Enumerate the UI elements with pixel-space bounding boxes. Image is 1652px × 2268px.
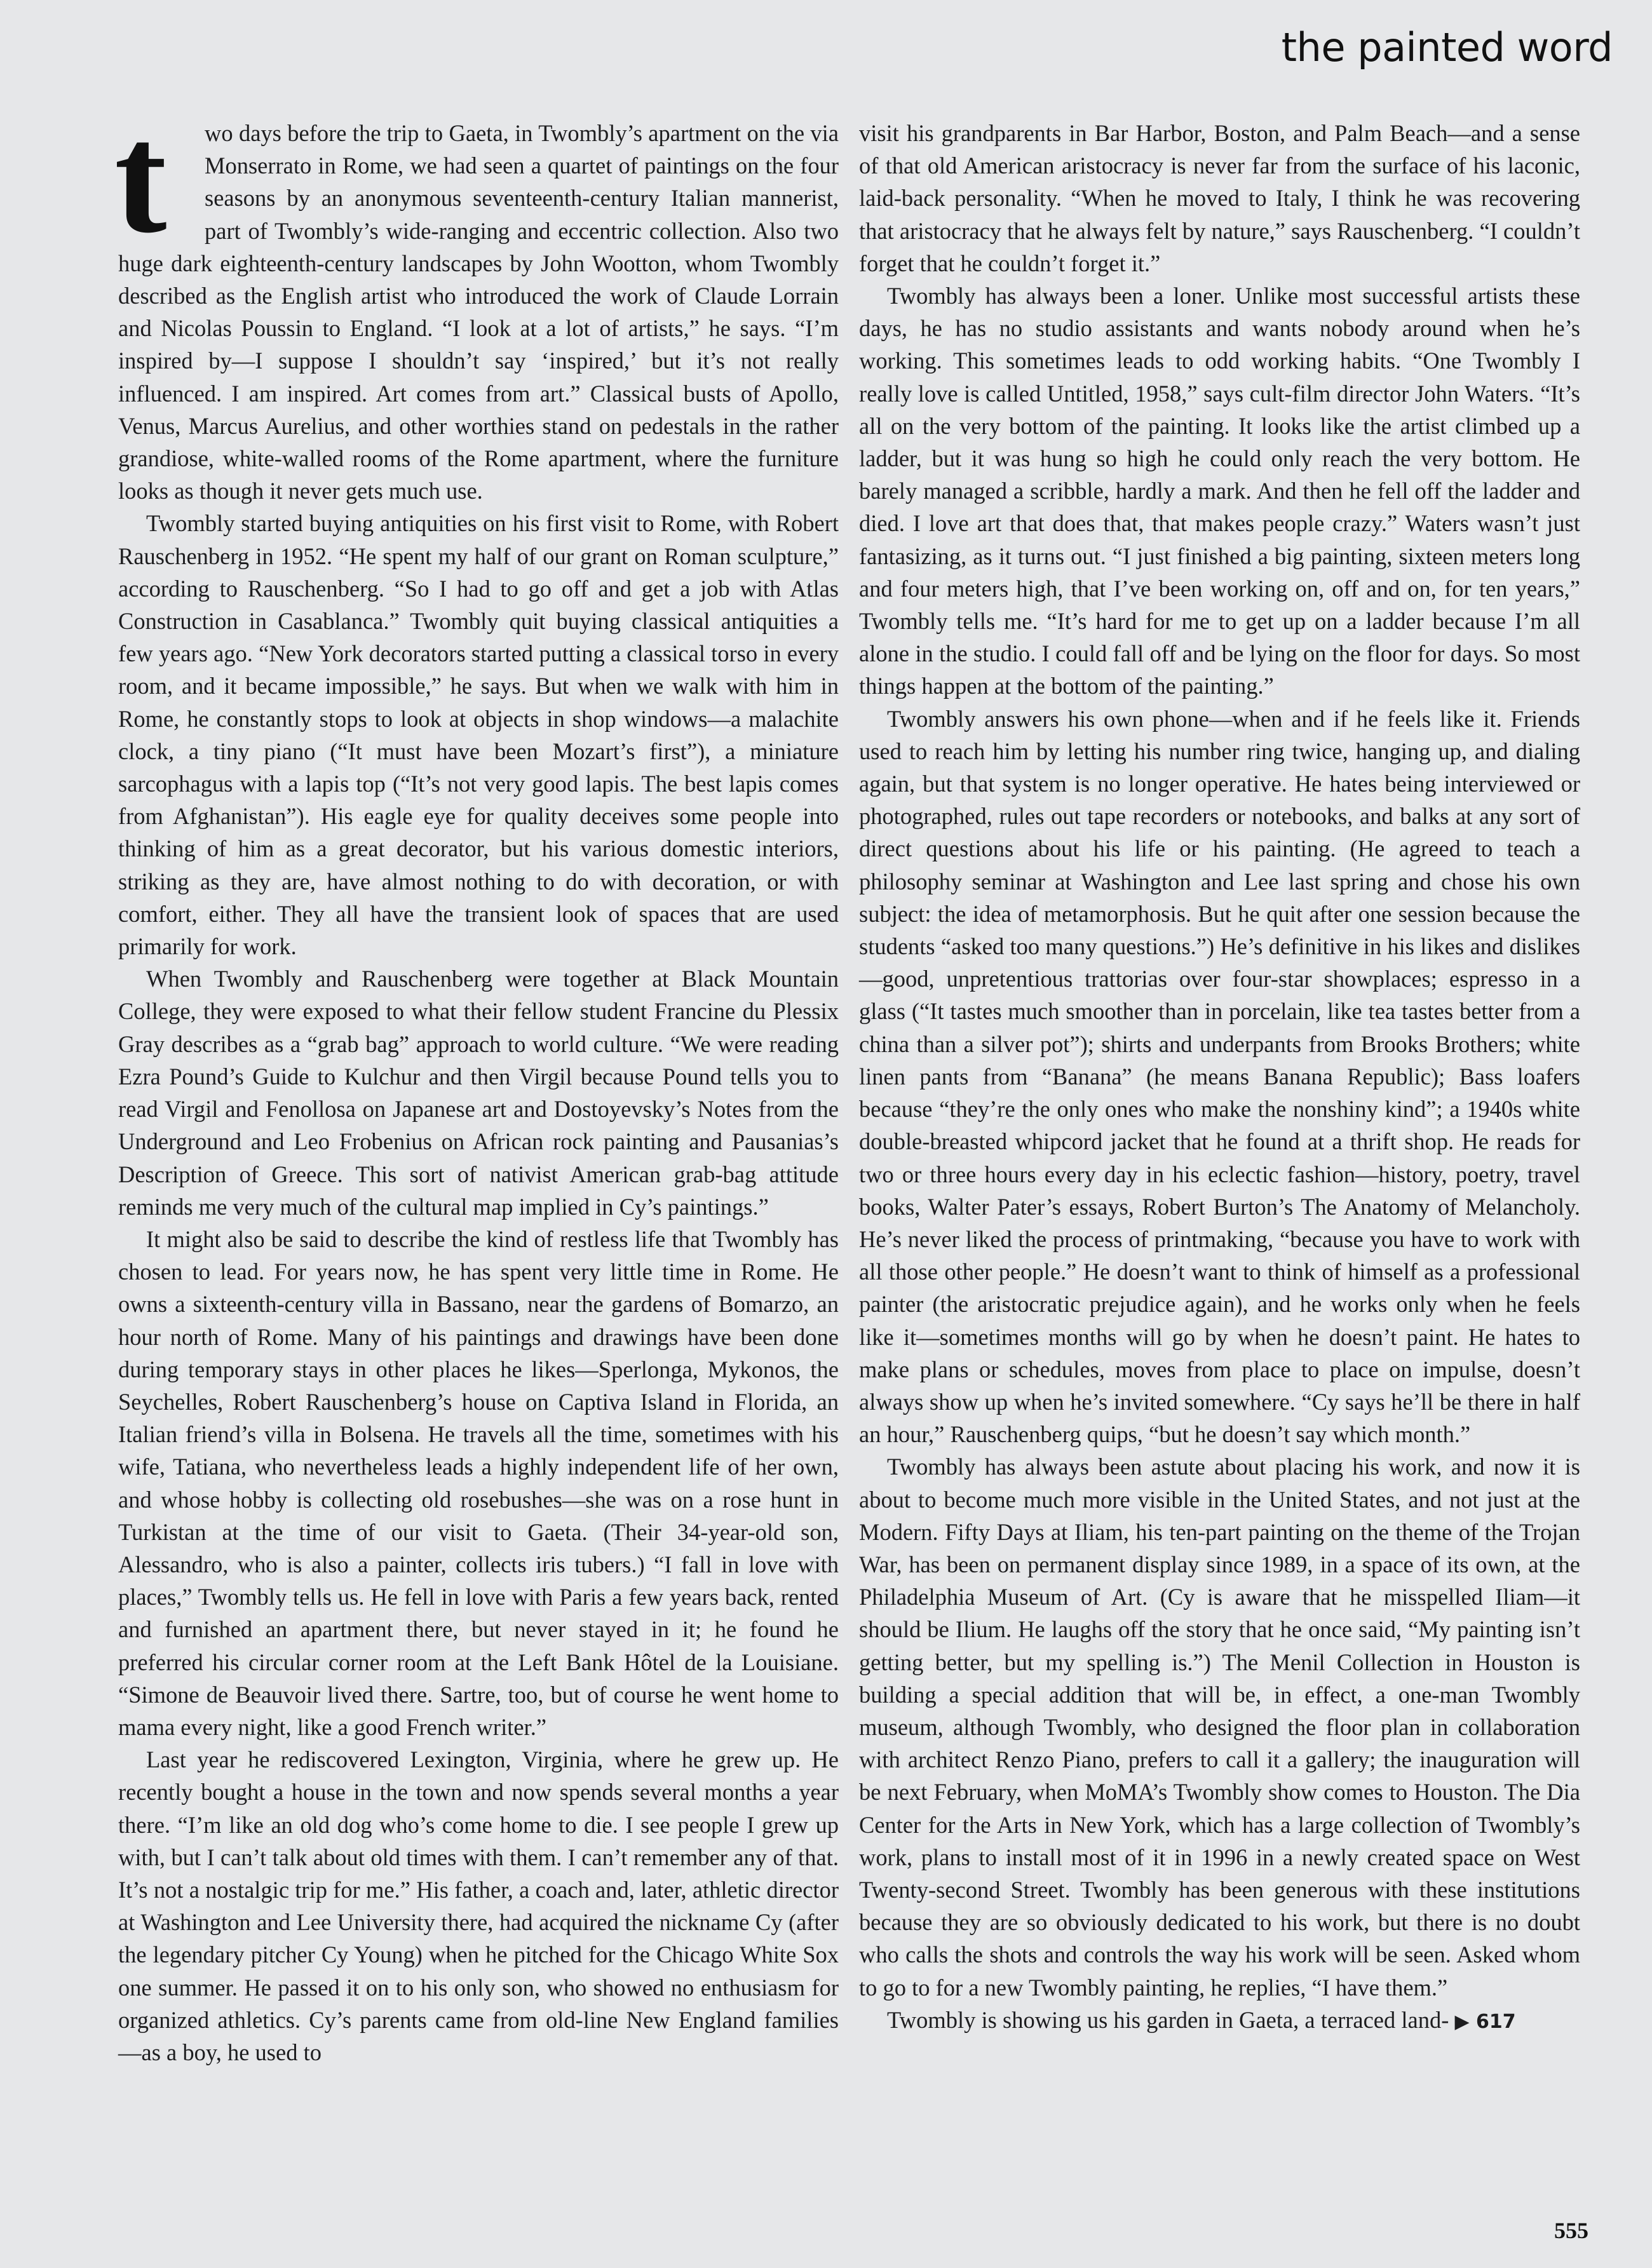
paragraph [114, 91, 839, 507]
paragraph: Twombly started buying antiquities on his first visit to Rome, with Robert Rauschenberg in 1952. “He spent my half of our grant on Roman sculpture,” according to Rauschenberg. “So I had to go off and get a job with Atlas Construction in Casablanca.” Twombly quit buying classical antiquities a few years ago. “New York decorators started putting a classical torso in every room, and it became impossible,” he says. But when we walk with him in Rome, he constantly stops to look at objects in shop windows—a malachite clock, a tiny piano (“It must have been Mozart’s first”), a miniature sarcophagus with a lapis top (“It’s not very good lapis. The best lapis comes from Afghanistan”). His eagle eye for quality deceives some people into thinking of him as a great decorator, but his various domestic interiors, striking as they are, have almost nothing to do with decoration, or with comfort, either. They all have the transient look of spaces that are used primarily for work. [118, 510, 839, 960]
paragraph-last [859, 2004, 1580, 2038]
drop-cap: t [114, 91, 167, 266]
article-column-left [114, 91, 839, 2069]
article-column-right [859, 117, 1580, 2038]
paragraph: visit his grandparents in Bar Harbor, Boston, and Palm Beach—and a sense of that old American aristocracy is never far from the surface of his laconic, laid-back personality. “When he moved to Italy, I think he was recovering that aristocracy that he always felt by nature,” says Rauschenberg. “I couldn’t forget that he couldn’t forget it.” [859, 120, 1580, 276]
paragraph: Twombly answers his own phone—when and if he feels like it. Friends used to reach him by letting his number ring twice, hanging up, and dialing again, but that system is no longer operative. He hates being interviewed or photographed, rules out tape recorders or notebooks, and balks at any sort of direct questions about his life or his painting. (He agreed to teach a philosophy seminar at Washington and Lee last spring and chose his own subject: the idea of metamorphosis. But he quit after one session because the students “asked too many questions.”) He’s definitive in his likes and dislikes—good, unpretentious trattorias over four-star showplaces; espresso in a glass (“It tastes much smoother than in porcelain, like tea tastes better from a china than a silver pot”); shirts and underpants from Brooks Brothers; white linen pants from “Banana” (he means Banana Republic); Bass loafers because “they’re the only ones who make the nonshiny kind”; a 1940s white double-breasted whipcord jacket that he found at a thrift shop. He reads for two or three hours every day in his eclectic fashion—history, poetry, travel books, Walter Pater’s essays, Robert Burton’s The Anatomy of Melancholy. He’s never liked the process of printmaking, “because you have to work with all those other people.” He doesn’t want to think of himself as a professional painter (the aristocratic prejudice again), and he works only when he feels like it—sometimes months will go by when he doesn’t paint. He hates to make plans or schedules, moves from place to place on impulse, doesn’t always show up when he’s invited somewhere. “Cy says he’ll be there in half an hour,” Rauschenberg quips, “but he doesn’t say which month.” [859, 705, 1580, 1448]
continued-on-page-marker: ▶ 617 [1454, 2010, 1516, 2033]
page-number: 555 [1554, 2218, 1588, 2243]
paragraph: Twombly has always been astute about placing his work, and now it is about to become much more visible in the United States, and not just at the Modern. Fifty Days at Iliam, his ten-part painting on the theme of the Trojan War, has been on permanent display since 1989, in a space of its own, at the Philadelphia Museum of Art. (Cy is aware that he misspelled Iliam—it should be Ilium. He laughs off the story that he once said, “My painting isn’t getting better, but my spelling is.”) The Menil Collection in Houston is building a special addition that will be, in effect, a one-man Twombly museum, although Twombly, who designed the floor plan in collaboration with architect Renzo Piano, prefers to call it a gallery; the inauguration will be next February, when MoMA’s Twombly show comes to Houston. The Dia Center for the Arts in New York, which has a large collection of Twombly’s work, plans to install most of it in 1996 in a newly created space on West Twenty-second Street. Twombly has been generous with these institutions because they are so obviously dedicated to his work, but there is no doubt who calls the shots and controls the way his work will be seen. Asked whom to go to for a new Twombly painting, he replies, “I have them.” [859, 1454, 1580, 2001]
paragraph-text: wo days before the trip to Gaeta, in Twombly’s apartment on the via Monserrato in Rome, we had seen a quartet of paintings on the four seasons by an anonymous seventeenth-century Italian mannerist, part of Twombly’s wide-ranging and eccentric collection. Also two huge dark eighteenth-century landscapes by John Wootton, whom Twombly described as the English artist who introduced the work of Claude Lorrain and Nicolas Poussin to England. “I look at a lot of artists,” he says. “I’m inspired by—I suppose I shouldn’t say ‘inspired,’ but it’s not really influenced. I am inspired. Art comes from art.” Classical busts of Apollo, Venus, Marcus Aurelius, and other worthies stand on pedestals in the rather grandiose, white-walled rooms of the Rome apartment, where the furniture looks as though it never gets much use. [118, 120, 839, 504]
paragraph: It might also be said to describe the kind of restless life that Twombly has chosen to lead. For years now, he has spent very little time in Rome. He owns a sixteenth-century villa in Bassano, near the gardens of Bomarzo, an hour north of Rome. Many of his paintings and drawings have been done during temporary stays in other places he likes—Sperlonga, Mykonos, the Seychelles, Robert Rauschenberg’s house on Captiva Island in Florida, an Italian friend’s villa in Bolsena. He travels all the time, sometimes with his wife, Tatiana, who nevertheless leads a highly independent life of her own, and whose hobby is collecting old rosebushes—she was on a rose hunt in Turkistan at the time of our visit to Gaeta. (Their 34-year-old son, Alessandro, who is also a painter, collects iris tubers.) “I fall in love with places,” Twombly tells us. He fell in love with Paris a few years back, rented and furnished an apartment there, but never stayed in it; he found he preferred his circular corner room at the Left Bank Hôtel de la Louisiane. “Simone de Beauvoir lived there. Sartre, too, but of course he went home to mama every night, like a good French writer.” [118, 1225, 839, 1740]
paragraph: Twombly has always been a loner. Unlike most successful artists these days, he has no studio assistants and wants nobody around when he’s working. This sometimes leads to odd working habits. “One Twombly I really love is called Untitled, 1958,” says cult-film director John Waters. “It’s all on the very bottom of the painting. It looks like the artist climbed up a ladder, but it was hung so high he could only reach the very bottom. He barely managed a scribble, hardly a mark. And then he fell off the ladder and died. I love art that does that, that makes people crazy.” Waters wasn’t just fantasizing, as it turns out. “I just finished a big painting, sixteen meters long and four meters high, that I’ve been working on, off and on, for ten years,” Twombly tells me. “It’s hard for me to get up on a ladder because I’m all alone in the studio. I could fall off and be lying on the floor for days. So most things happen at the bottom of the painting.” [859, 283, 1580, 699]
paragraph-text: Twombly is showing us his garden in Gaeta, a terraced land- [887, 2006, 1449, 2033]
paragraph: Last year he rediscovered Lexington, Virginia, where he grew up. He recently bought a house in the town and now spends several months a year there. “I’m like an old dog who’s come home to die. I see people I grew up with, but I can’t talk about old times with them. I can’t remember any of that. It’s not a nostalgic trip for me.” His father, a coach and, later, athletic director at Washington and Lee University there, had acquired the nickname Cy (after the legendary pitcher Cy Young) when he pitched for the Chicago White Sox one summer. He passed it on to his only son, who showed no enthusiasm for organized athletics. Cy’s parents came from old-line New England families—as a boy, he used to [118, 1746, 839, 2065]
section-title: the painted word [1281, 24, 1613, 71]
paragraph: When Twombly and Rauschenberg were together at Black Mountain College, they were exposed to what their fellow student Francine du Plessix Gray describes as a “grab bag” approach to world culture. “We were reading Ezra Pound’s Guide to Kulchur and then Virgil because Pound tells you to read Virgil and Fenollosa on Japanese art and Dostoyevsky’s Notes from the Underground and Leo Frobenius on African rock painting and Pausanias’s Description of Greece. This sort of nativist American grab-bag attitude reminds me very much of the cultural map implied in Cy’s paintings.” [118, 966, 839, 1220]
